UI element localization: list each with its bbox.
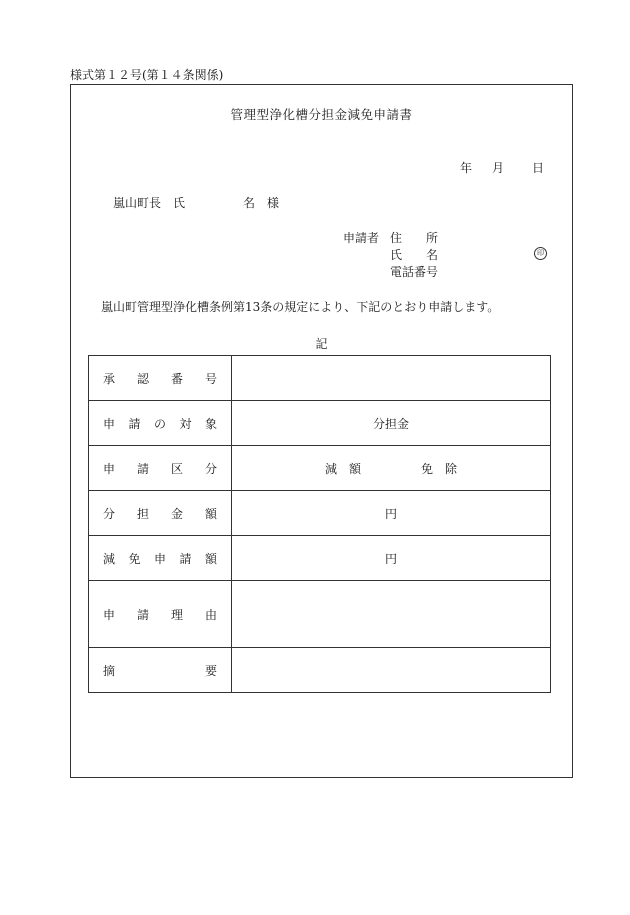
- value-reduction-amount[interactable]: 円: [232, 536, 551, 581]
- label-contribution-amount: 分 担 金 額: [89, 491, 232, 536]
- table-row-application-target: [89, 401, 551, 446]
- name-label: 氏 名: [390, 248, 439, 262]
- option-exemption[interactable]: 免 除: [421, 461, 458, 476]
- date-row: [460, 159, 544, 176]
- addressee-office: 嵐山町長 氏: [113, 196, 186, 210]
- label-application-reason: 申 請 理 由: [89, 581, 232, 648]
- table-row-application-category: [89, 446, 551, 491]
- label-approval-number: 承 認 番 号: [89, 356, 232, 401]
- label-remarks: 摘 要: [89, 648, 232, 693]
- label-application-target: 申 請 の 対 象: [89, 401, 232, 446]
- date-year: 年: [459, 161, 472, 175]
- date-day: 日: [531, 161, 544, 175]
- value-remarks[interactable]: [232, 648, 551, 693]
- seal-mark: 印: [534, 247, 547, 260]
- applicant-role: 申請者: [343, 231, 380, 245]
- addressee-name-sama: 名 様: [243, 196, 280, 210]
- addressee: [113, 194, 280, 211]
- application-form: [70, 84, 573, 778]
- value-application-category: [232, 446, 551, 491]
- form-code: 様式第１２号(第１４条関係): [70, 68, 224, 82]
- label-application-category: 申 請 区 分: [89, 446, 232, 491]
- date-month: 月: [491, 161, 504, 175]
- value-application-reason[interactable]: [232, 581, 551, 648]
- value-contribution-amount[interactable]: 円: [232, 491, 551, 536]
- value-approval-number[interactable]: [232, 356, 551, 401]
- application-statement: 嵐山町管理型浄化槽条例第13条の規定により、下記のとおり申請します。: [101, 300, 500, 314]
- table-row-contribution-amount: [89, 491, 551, 536]
- table-row-remarks: [89, 648, 551, 693]
- table-row-application-reason: [89, 581, 551, 648]
- phone-label: 電話番号: [390, 265, 439, 279]
- table-row-approval-number: [89, 356, 551, 401]
- applicant-block: [343, 229, 544, 280]
- details-table: [88, 355, 551, 693]
- ki-heading: 記: [315, 337, 328, 351]
- label-reduction-amount: 減 免 申 請 額: [89, 536, 232, 581]
- form-title: 管理型浄化槽分担金減免申請書: [230, 107, 413, 122]
- table-row-reduction-amount: [89, 536, 551, 581]
- value-application-target: 分担金: [232, 401, 551, 446]
- address-label: 住 所: [390, 231, 439, 245]
- option-reduction[interactable]: 減 額: [324, 461, 361, 476]
